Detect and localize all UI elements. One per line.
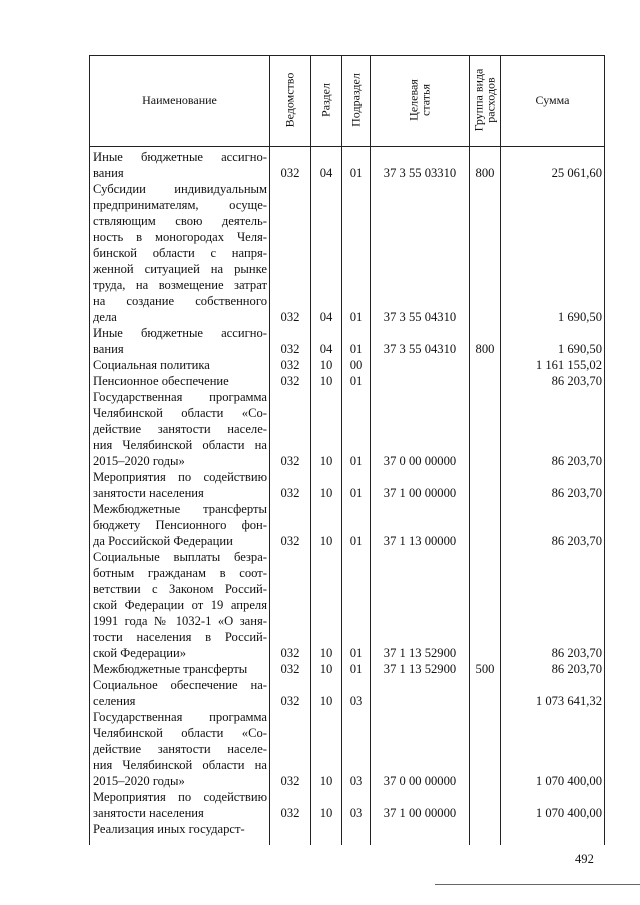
row-name-line: Иные бюджетные ассигно-: [93, 150, 267, 164]
department-cell: 032: [280, 662, 300, 676]
row-name-line: ской Федерации»: [93, 646, 187, 660]
department-cell: [270, 821, 310, 837]
row-name: [93, 389, 267, 469]
department-cell: 032: [280, 806, 300, 820]
row-name: [93, 677, 267, 709]
section-cell: 10: [319, 358, 333, 372]
expense-group-cell: 800: [475, 342, 495, 356]
row-name-line: Субсидии индивидуальным: [93, 182, 267, 196]
department-cell: 032: [280, 454, 300, 468]
section-cell: 04: [319, 342, 333, 356]
header-amount: [501, 55, 604, 146]
row-name-line: вания: [93, 342, 124, 356]
row-name-line: бюджету Пенсионного фон-: [93, 518, 267, 532]
row-name-line: Государственная программа: [93, 710, 267, 724]
row-name-line: занятости населения: [93, 486, 204, 500]
section-cell: 10: [319, 486, 333, 500]
target-article-cell: 37 3 55 03310: [383, 166, 457, 180]
subsection-cell: 01: [349, 310, 363, 324]
department-cell: 032: [280, 486, 300, 500]
section-cell: 10: [319, 806, 333, 820]
department-cell: 032: [280, 694, 300, 708]
target-article-cell: 37 1 13 52900: [383, 646, 457, 660]
row-name-line: ствляющим свою деятель-: [93, 214, 267, 228]
header-department-label: Ведомство: [282, 72, 297, 128]
row-name-line: тости населения в Россий-: [93, 630, 267, 644]
target-article-cell: 37 1 13 52900: [383, 662, 457, 676]
row-name-line: Государственная программа: [93, 390, 267, 404]
section-cell: 04: [319, 310, 333, 324]
expense-group-cell: [470, 357, 500, 373]
target-article-cell: 37 0 00 00000: [383, 454, 457, 468]
expense-group-cell: [470, 805, 500, 821]
expense-group-cell: [470, 821, 500, 837]
subsection-cell: 03: [349, 774, 363, 788]
row-name: [93, 501, 267, 549]
row-name-line: бинской области с напря-: [93, 246, 267, 260]
header-group-line2: расходов: [483, 77, 498, 123]
subsection-cell: 01: [349, 374, 363, 388]
department-cell: 032: [280, 646, 300, 660]
department-cell: 032: [280, 358, 300, 372]
row-name-line: ветствии с Законом Россий-: [93, 582, 267, 596]
target-article-cell: 37 0 00 00000: [383, 774, 457, 788]
header-department: [276, 55, 304, 146]
row-name-line: действие занятости населе-: [93, 742, 267, 756]
target-article-cell: 37 3 55 04310: [383, 342, 457, 356]
subsection-cell: 03: [349, 694, 363, 708]
row-name-line: предпринимателям, осуще-: [93, 198, 267, 212]
row-name-line: Социальные выплаты безра-: [93, 550, 267, 564]
row-name-line: действие занятости населе-: [93, 422, 267, 436]
footer-rule: [435, 884, 640, 885]
expense-group-cell: [470, 693, 500, 709]
amount-cell: 86 203,70: [551, 662, 602, 676]
row-name-line: Реализация иных государст-: [93, 822, 245, 836]
row-name: [93, 821, 267, 837]
expense-group-cell: [470, 485, 500, 501]
target-article-cell: 37 3 55 04310: [383, 310, 457, 324]
target-article-cell: 37 1 00 00000: [383, 486, 457, 500]
department-cell: 032: [280, 534, 300, 548]
section-cell: 10: [319, 374, 333, 388]
page-number: 492: [575, 852, 594, 866]
header-name-label: Наименование: [142, 93, 217, 107]
header-target-article: [406, 55, 434, 146]
row-name-line: ность в моногородах Челя-: [93, 230, 267, 244]
row-name: [93, 661, 267, 677]
row-name-line: Межбюджетные трансферты: [93, 502, 267, 516]
row-name-line: 1991 года № 1032-1 «О заня-: [93, 614, 267, 628]
row-name: [93, 149, 267, 181]
row-name-line: вания: [93, 166, 124, 180]
subsection-cell: 01: [349, 662, 363, 676]
row-name-line: Мероприятия по содействию: [93, 790, 267, 804]
header-target-line2: статья: [418, 84, 433, 116]
subsection-cell: 01: [349, 646, 363, 660]
amount-cell: [501, 821, 602, 837]
amount-cell: 1 161 155,02: [535, 358, 602, 372]
row-name-line: Межбюджетные трансферты: [93, 662, 248, 676]
department-cell: 032: [280, 342, 300, 356]
row-name: [93, 549, 267, 661]
row-name-line: 2015–2020 годы»: [93, 774, 185, 788]
header-subsection-label: Подраздел: [348, 73, 363, 127]
department-cell: 032: [280, 374, 300, 388]
amount-cell: 86 203,70: [551, 486, 602, 500]
section-cell: 10: [319, 662, 333, 676]
row-name-line: Мероприятия по содействию: [93, 470, 267, 484]
target-article-cell: [371, 821, 469, 837]
amount-cell: 86 203,70: [551, 646, 602, 660]
department-cell: 032: [280, 166, 300, 180]
header-expense-group: [471, 55, 499, 146]
expense-group-cell: [470, 533, 500, 549]
header-section-label: Раздел: [318, 83, 333, 117]
section-cell: 04: [319, 166, 333, 180]
row-name-line: женной ситуацией на рынке: [93, 262, 267, 276]
subsection-cell: [342, 821, 370, 837]
header-amount-label: Сумма: [535, 93, 570, 107]
subsection-cell: 01: [349, 166, 363, 180]
header-target-line1: Целевая: [406, 79, 421, 121]
target-article-cell: [371, 693, 469, 709]
row-name: [93, 181, 267, 325]
section-cell: [311, 821, 341, 837]
target-article-cell: 37 1 00 00000: [383, 806, 457, 820]
row-name-line: ботным гражданам в соот-: [93, 566, 267, 580]
header-group-line1: Группа вида: [471, 68, 486, 132]
col-border-left: [89, 55, 90, 845]
expense-group-cell: [470, 645, 500, 661]
row-name-line: на создание собственного: [93, 294, 267, 308]
row-name-line: ния Челябинской области на: [93, 758, 267, 772]
row-name: [93, 469, 267, 501]
expense-group-cell: [470, 373, 500, 389]
target-article-cell: 37 1 13 00000: [383, 534, 457, 548]
row-name-line: Челябинской области «Со-: [93, 406, 267, 420]
section-cell: 10: [319, 774, 333, 788]
row-name-line: Пенсионное обеспечение: [93, 374, 229, 388]
subsection-cell: 01: [349, 454, 363, 468]
target-article-cell: [371, 373, 469, 389]
amount-cell: 1 073 641,32: [535, 694, 602, 708]
row-name: [93, 325, 267, 357]
row-name-line: труда, на возмещение затрат: [93, 278, 267, 292]
subsection-cell: 00: [349, 358, 363, 372]
amount-cell: 25 061,60: [551, 166, 602, 180]
amount-cell: 1 690,50: [557, 310, 602, 324]
expense-group-cell: [470, 453, 500, 469]
expense-group-cell: 500: [475, 662, 495, 676]
expense-group-cell: [470, 309, 500, 325]
amount-cell: 1 690,50: [557, 342, 602, 356]
expense-group-cell: [470, 773, 500, 789]
header-section: [312, 55, 340, 146]
row-name-line: Социальная политика: [93, 358, 210, 372]
row-name-line: селения: [93, 694, 136, 708]
subsection-cell: 01: [349, 534, 363, 548]
row-name: [93, 709, 267, 789]
header-subsection: [342, 55, 370, 146]
row-name: [93, 789, 267, 821]
row-name-line: ния Челябинской области на: [93, 438, 267, 452]
section-cell: 10: [319, 694, 333, 708]
row-name-line: Иные бюджетные ассигно-: [93, 326, 267, 340]
row-name-line: Челябинской области «Со-: [93, 726, 267, 740]
row-name-line: Социальное обеспечение на-: [93, 678, 267, 692]
amount-cell: 86 203,70: [551, 534, 602, 548]
section-cell: 10: [319, 454, 333, 468]
subsection-cell: 03: [349, 806, 363, 820]
section-cell: 10: [319, 646, 333, 660]
section-cell: 10: [319, 534, 333, 548]
row-name: [93, 373, 267, 389]
row-name-line: 2015–2020 годы»: [93, 454, 185, 468]
header-bottom-border: [89, 146, 605, 147]
subsection-cell: 01: [349, 486, 363, 500]
row-name: [93, 357, 267, 373]
amount-cell: 1 070 400,00: [535, 774, 602, 788]
row-name-line: ской Федерации от 19 апреля: [93, 598, 267, 612]
amount-cell: 86 203,70: [551, 374, 602, 388]
target-article-cell: [371, 357, 469, 373]
row-name-line: занятости населения: [93, 806, 204, 820]
row-name-line: да Российской Федерации: [93, 534, 233, 548]
header-name: [90, 55, 269, 146]
amount-cell: 86 203,70: [551, 454, 602, 468]
subsection-cell: 01: [349, 342, 363, 356]
department-cell: 032: [280, 774, 300, 788]
department-cell: 032: [280, 310, 300, 324]
row-name-line: дела: [93, 310, 117, 324]
amount-cell: 1 070 400,00: [535, 806, 602, 820]
expense-group-cell: 800: [475, 166, 495, 180]
col-border-right: [604, 55, 605, 845]
